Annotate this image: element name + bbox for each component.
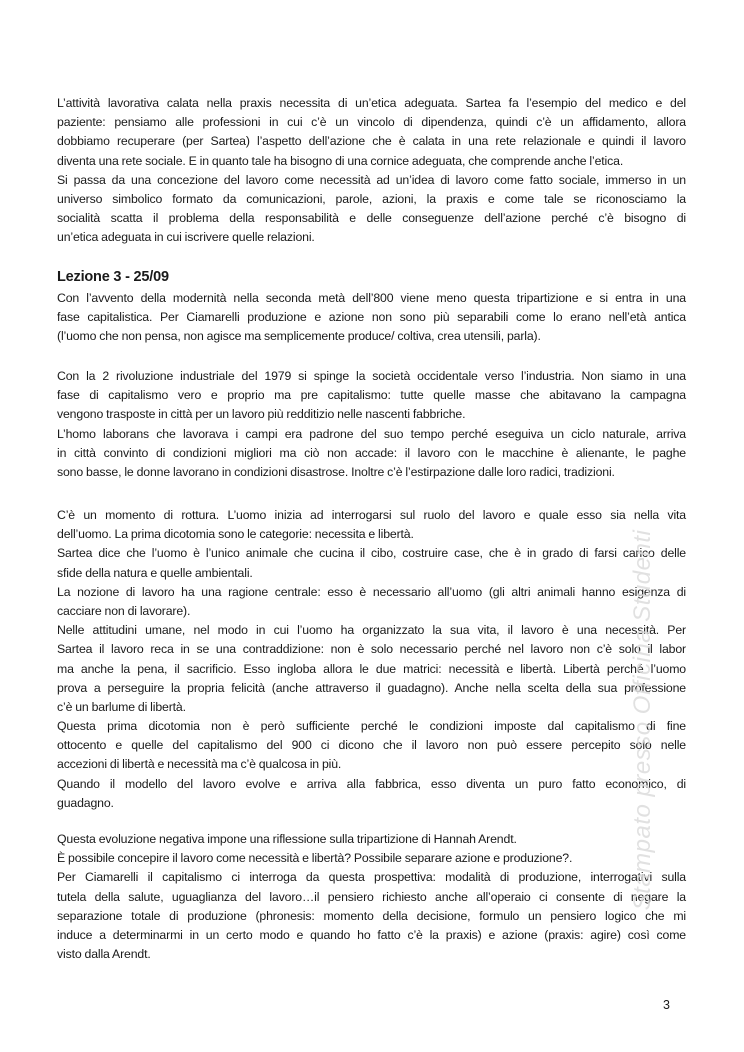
text-line: diventa una rete sociale. E in quanto tale ha bisogno di una cornice adeguata, che comprende anche l’etica. [57,153,624,168]
lesson-text-block-3 [57,506,686,813]
lesson-text-block-2 [57,367,686,482]
text-line: L’homo laborans che lavorava i campi era padrone del suo tempo perché eseguiva un ciclo naturale, arriva [57,426,686,441]
text-line: dell’uomo. La prima dicotomia sono le categorie: necessita e libertà. [57,527,414,542]
section-heading: Lezione 3 - 25/09 [57,269,169,285]
page-number: 3 [663,998,670,1012]
text-line: induce a determinarmi in un certo modo e quando ho fatto c’è la praxis) e azione (praxis: agire) così come [57,927,686,942]
intro-text-block [57,94,686,248]
text-line: c’è un barlume di libertà. [57,699,186,714]
text-line: Questa evoluzione negativa impone una riflessione sulla tripartizione di Hannah Arendt. [57,832,517,846]
lesson-text-block-4 [57,830,686,964]
paragraph [57,830,686,849]
text-line: Con l’avvento della modernità nella seconda metà dell’800 viene meno questa tripartizione e si entra in una [57,291,686,305]
text-line: Questa prima dicotomia non è però sufficiente perché le condizioni imposte dal capitalismo di fine [57,719,686,734]
text-line: dobbiamo recuperare (per Sartea) l’aspetto dell’azione che è calata in una rete relazionale e quindi il lavoro [57,134,686,149]
text-line: La nozione di lavoro ha una ragione centrale: esso è necessario all’uomo (gli altri animali hanno esigenza di [57,584,686,599]
paragraph [57,94,686,171]
text-line: Sartea il lavoro reca in se una contraddizione: non è solo necessario perché nel lavoro non c’è solo il labor [57,642,686,657]
text-line: (l’uomo che non pensa, non agisce ma semplicemente produce/ coltiva, crea utensili, parla). [57,329,541,344]
text-line: universo simbolico formato da comunicazioni, parole, azioni, la praxis e come tale se riconosciamo la [57,191,686,206]
text-line: ma anche la pena, il sacrificio. Esso ingloba allora le due matrici: necessità e libertà. Libertà perché l’uomo [57,661,686,676]
text-line: un’etica adeguata in cui iscrivere quelle relazioni. [57,230,315,245]
paragraph [57,775,686,813]
text-line: Con la 2 rivoluzione industriale del 1979 si spinge la società occidentale verso l’industria. Non siamo in una [57,369,686,383]
paragraph [57,868,686,964]
text-line: vengono trasposte in città per un lavoro più redditizio nelle nascenti fabbriche. [57,407,466,422]
paragraph [57,717,686,775]
text-line: sfide della natura e quelle ambientali. [57,565,253,580]
paragraph [57,544,686,582]
text-line: cacciare non di lavorare). [57,603,191,618]
paragraph [57,506,686,544]
text-line: separazione totale di produzione (phronesis: momento della decisione, formulo un pensiero logico che mi [57,908,686,923]
text-line: sono basse, le donne lavorano in condizioni disastrose. Inoltre c’è l’estirpazione dalle loro radici, tradizioni. [57,464,615,479]
text-line: accezioni di libertà e necessità ma c’è qualcosa in più. [57,757,342,772]
text-line: socialità scatta il problema della responsabilità e delle conseguenze dell’azione perché c’è bisogno di [57,211,686,226]
text-line: visto dalla Arendt. [57,947,151,962]
paragraph [57,849,686,868]
text-line: in città convinto di condizioni migliori ma ciò non accade: il lavoro con le macchine è alienante, le paghe [57,445,686,460]
watermark: Stampato presso Officina Studenti [629,529,656,911]
text-line: Sartea dice che l’uomo è l’unico animale che cucina il cibo, costruire case, che è in grado di farsi carico delle [57,546,686,561]
text-line: Nelle attitudini umane, nel modo in cui l’uomo ha organizzato la sua vita, il lavoro è una necessità. Per [57,623,686,638]
paragraph [57,621,686,717]
text-line: fase capitalistica. Per Ciamarelli produzione e azione non sono più separabili come lo erano nell’età antica [57,310,686,325]
paragraph [57,367,686,425]
text-line: C’è un momento di rottura. L’uomo inizia ad interrogarsi sul ruolo del lavoro e quale esso sia nella vita [57,508,686,522]
text-line: L’attività lavorativa calata nella praxis necessita di un’etica adeguata. Sartea fa l’esempio del medico e del [57,96,686,110]
lesson-text-block-1 [57,289,686,347]
paragraph [57,583,686,621]
text-line: guadagno. [57,795,114,810]
text-line: fase di capitalismo vero e proprio ma pre capitalismo: tutte quelle masse che abitavano la campagna [57,388,686,403]
text-line: paziente: pensiamo alle professioni in cui c’è un vincolo di dipendenza, quindi c’è un affidamento, allora [57,115,686,130]
text-line: ottocento e quelle del capitalismo del 900 ci dicono che il lavoro non può essere percepito solo nelle [57,738,686,753]
text-line: Per Ciamarelli il capitalismo ci interroga da questa prospettiva: modalità di produzione, interrogativi sulla [57,870,686,885]
text-line: È possibile concepire il lavoro come necessità e libertà? Possibile separare azione e produzione?. [57,851,573,866]
paragraph [57,289,686,347]
paragraph [57,171,686,248]
paragraph [57,425,686,483]
text-line: prova a perseguire la propria felicità (anche attraverso il guadagno). Anche nella scelta della sua professione [57,680,686,695]
text-line: Quando il modello del lavoro evolve e arriva alla fabbrica, esso diventa un puro fatto economico, di [57,776,686,791]
text-line: Si passa da una concezione del lavoro come necessità ad un’idea di lavoro come fatto sociale, immerso in un [57,172,686,187]
text-line: tutela della salute, uguaglianza del lavoro…il pensiero richiesto anche all’operaio ci consente di negare la [57,889,686,904]
